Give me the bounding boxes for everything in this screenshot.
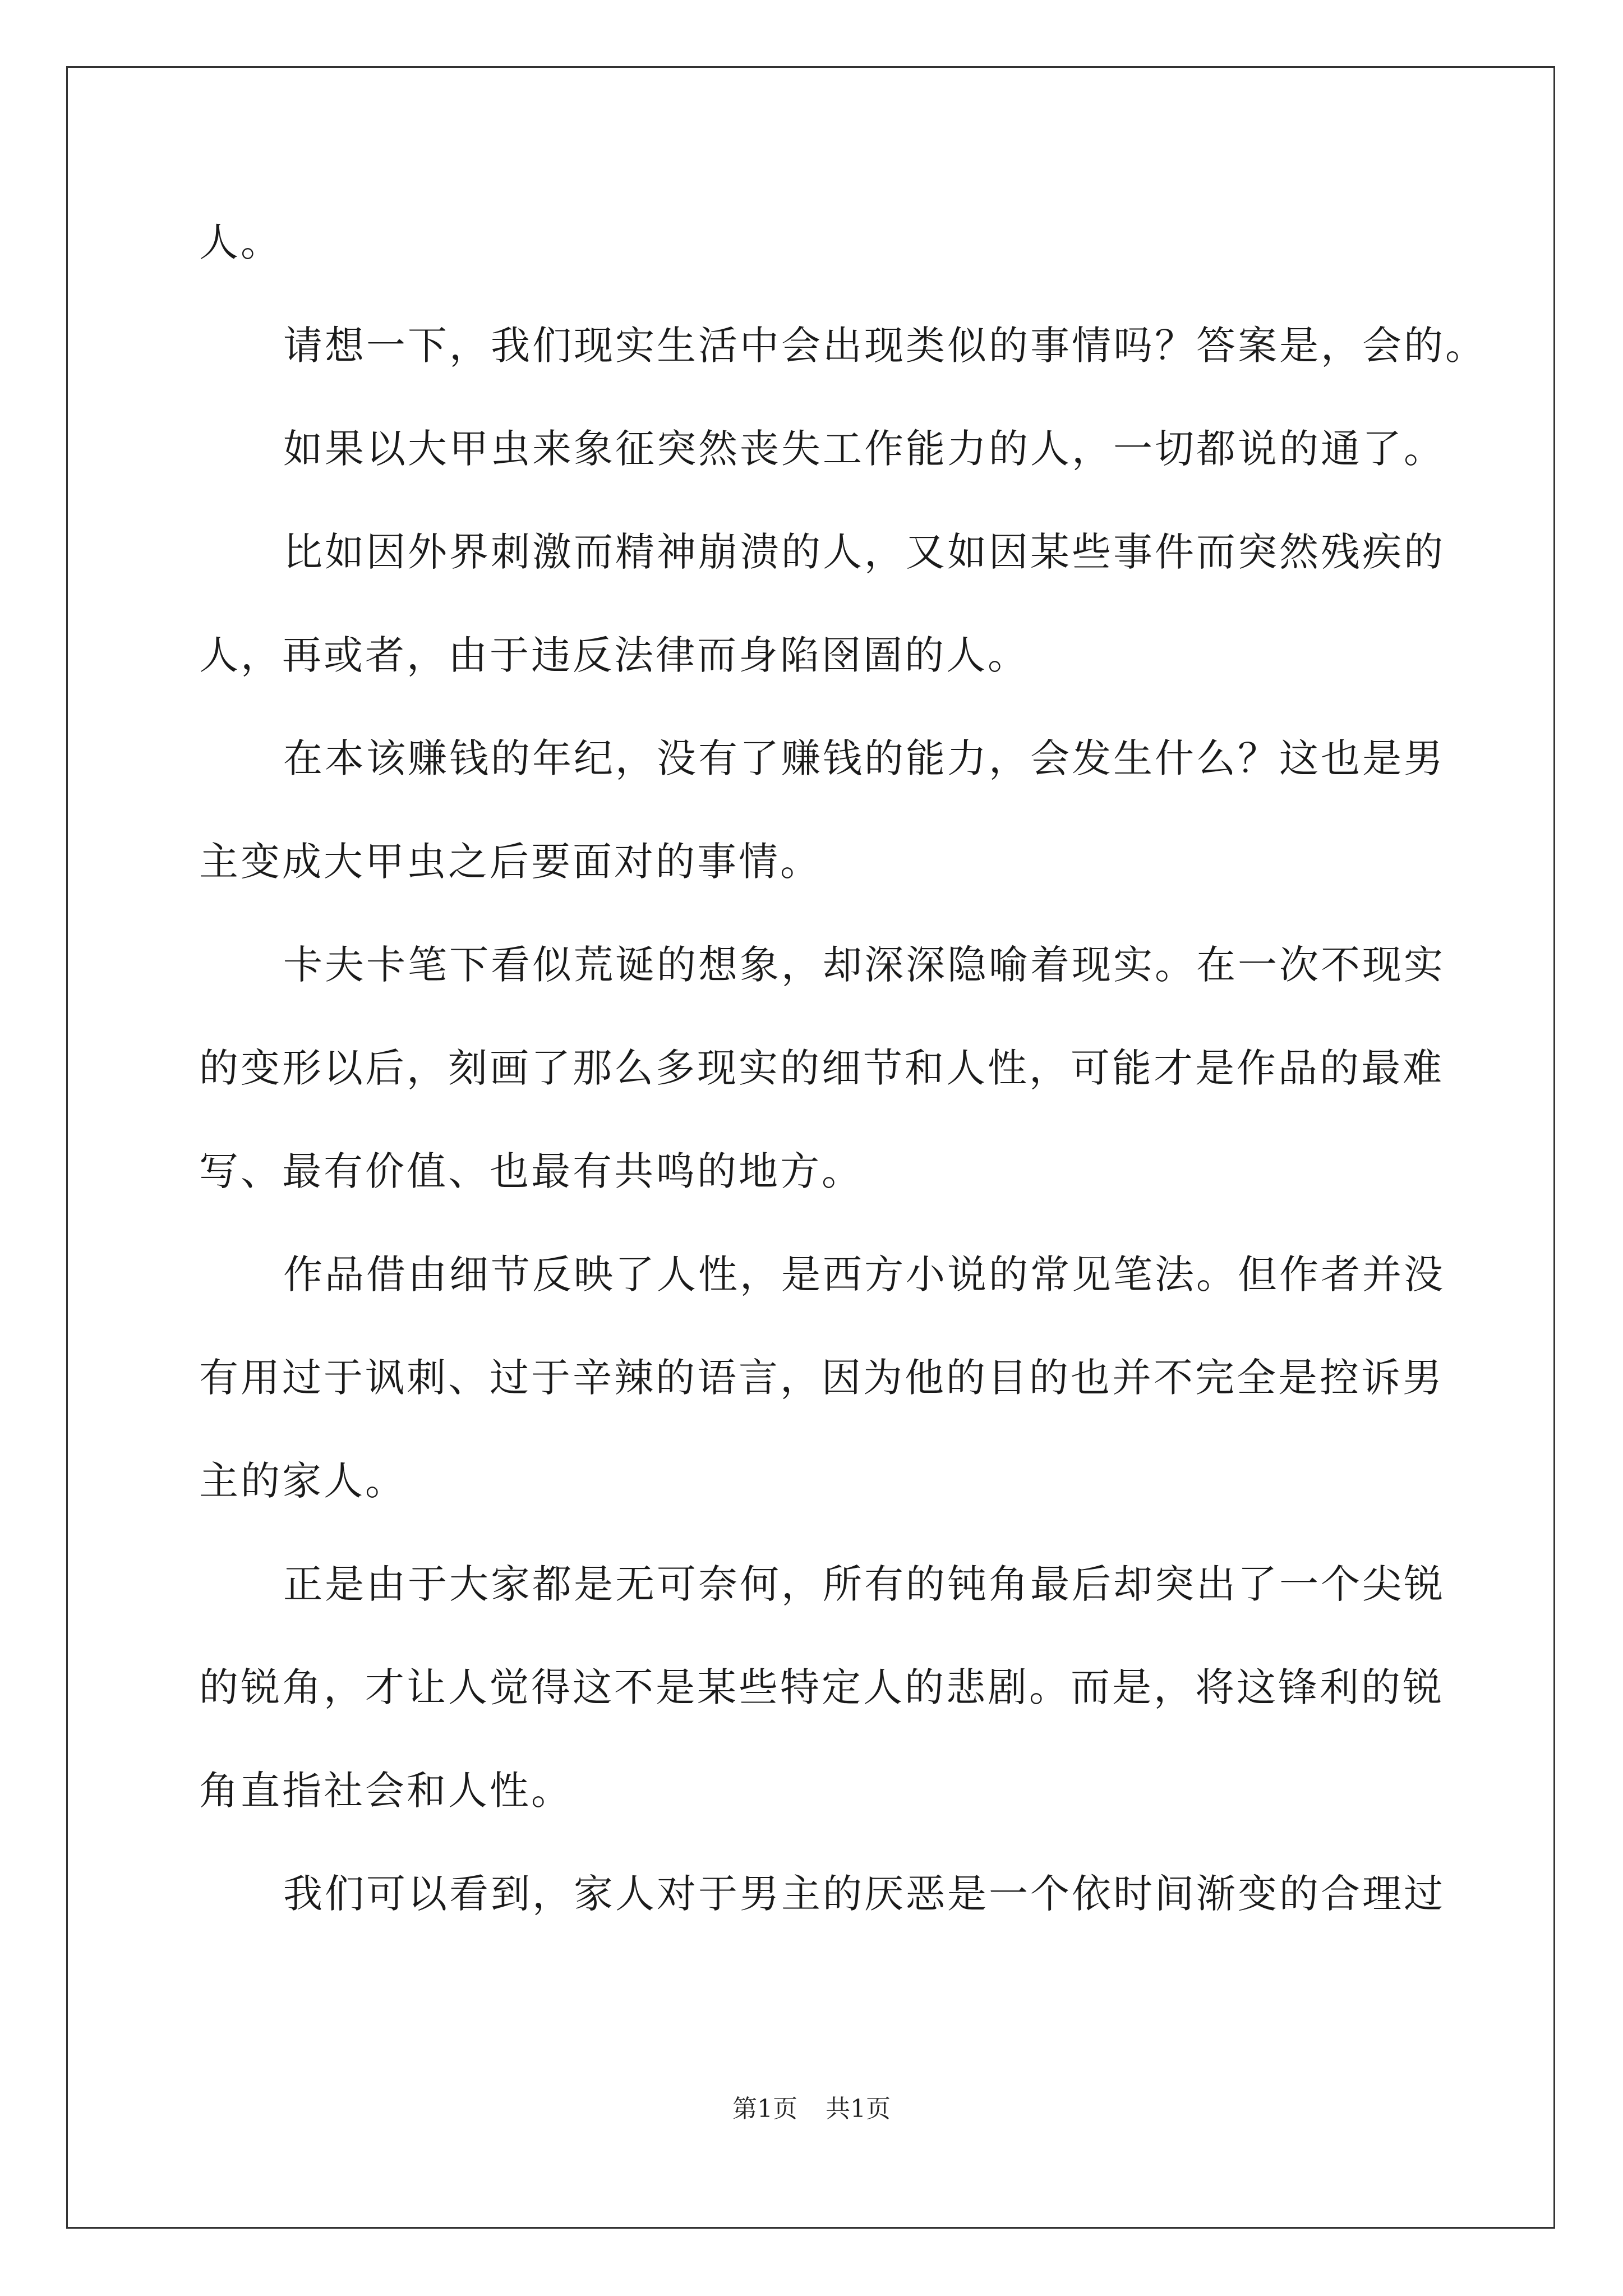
paragraph-first-line: 作品借由细节反映了人性，是西方小说的常见笔法。但作者并没 [283, 1251, 1445, 1297]
paragraph-first-line: 如果以大甲虫来象征突然丧失工作能力的人，一切都说的通了。 [283, 426, 1445, 472]
paragraph-first-line: 请想一下，我们现实生活中会出现类似的事情吗？答案是，会的。 [283, 323, 1487, 369]
text-line: 主变成大甲虫之后要面对的事情。 [199, 839, 822, 885]
text-line: 人，再或者，由于违反法律而身陷囹圄的人。 [199, 632, 1029, 678]
paragraph-first-line: 我们可以看到，家人对于男主的厌恶是一个依时间渐变的合理过 [283, 1871, 1445, 1917]
text-line: 的变形以后，刻画了那么多现实的细节和人性，可能才是作品的最难 [199, 1045, 1444, 1091]
text-line: 主的家人。 [199, 1458, 407, 1504]
document-body [199, 216, 1487, 1920]
page-number-total: 共1页 [826, 2095, 891, 2123]
paragraph-first-line: 卡夫卡笔下看似荒诞的想象，却深深隐喻着现实。在一次不现实 [283, 942, 1445, 988]
page-footer [0, 2092, 1623, 2126]
page-number-current: 第1页 [732, 2095, 797, 2123]
paragraph-first-line: 在本该赚钱的年纪，没有了赚钱的能力，会发生什么？这也是男 [283, 735, 1445, 781]
text-line: 人。 [199, 219, 282, 265]
text-line: 有用过于讽刺、过于辛辣的语言，因为他的目的也并不完全是控诉男 [199, 1355, 1444, 1401]
paragraph-first-line: 比如因外界刺激而精神崩溃的人，又如因某些事件而突然残疾的 [283, 529, 1445, 575]
text-line: 的锐角，才让人觉得这不是某些特定人的悲剧。而是，将这锋利的锐 [199, 1664, 1444, 1710]
paragraph-first-line: 正是由于大家都是无可奈何，所有的钝角最后却突出了一个尖锐 [283, 1561, 1445, 1607]
text-line: 角直指社会和人性。 [199, 1768, 573, 1814]
text-line: 写、最有价值、也最有共鸣的地方。 [199, 1148, 863, 1194]
